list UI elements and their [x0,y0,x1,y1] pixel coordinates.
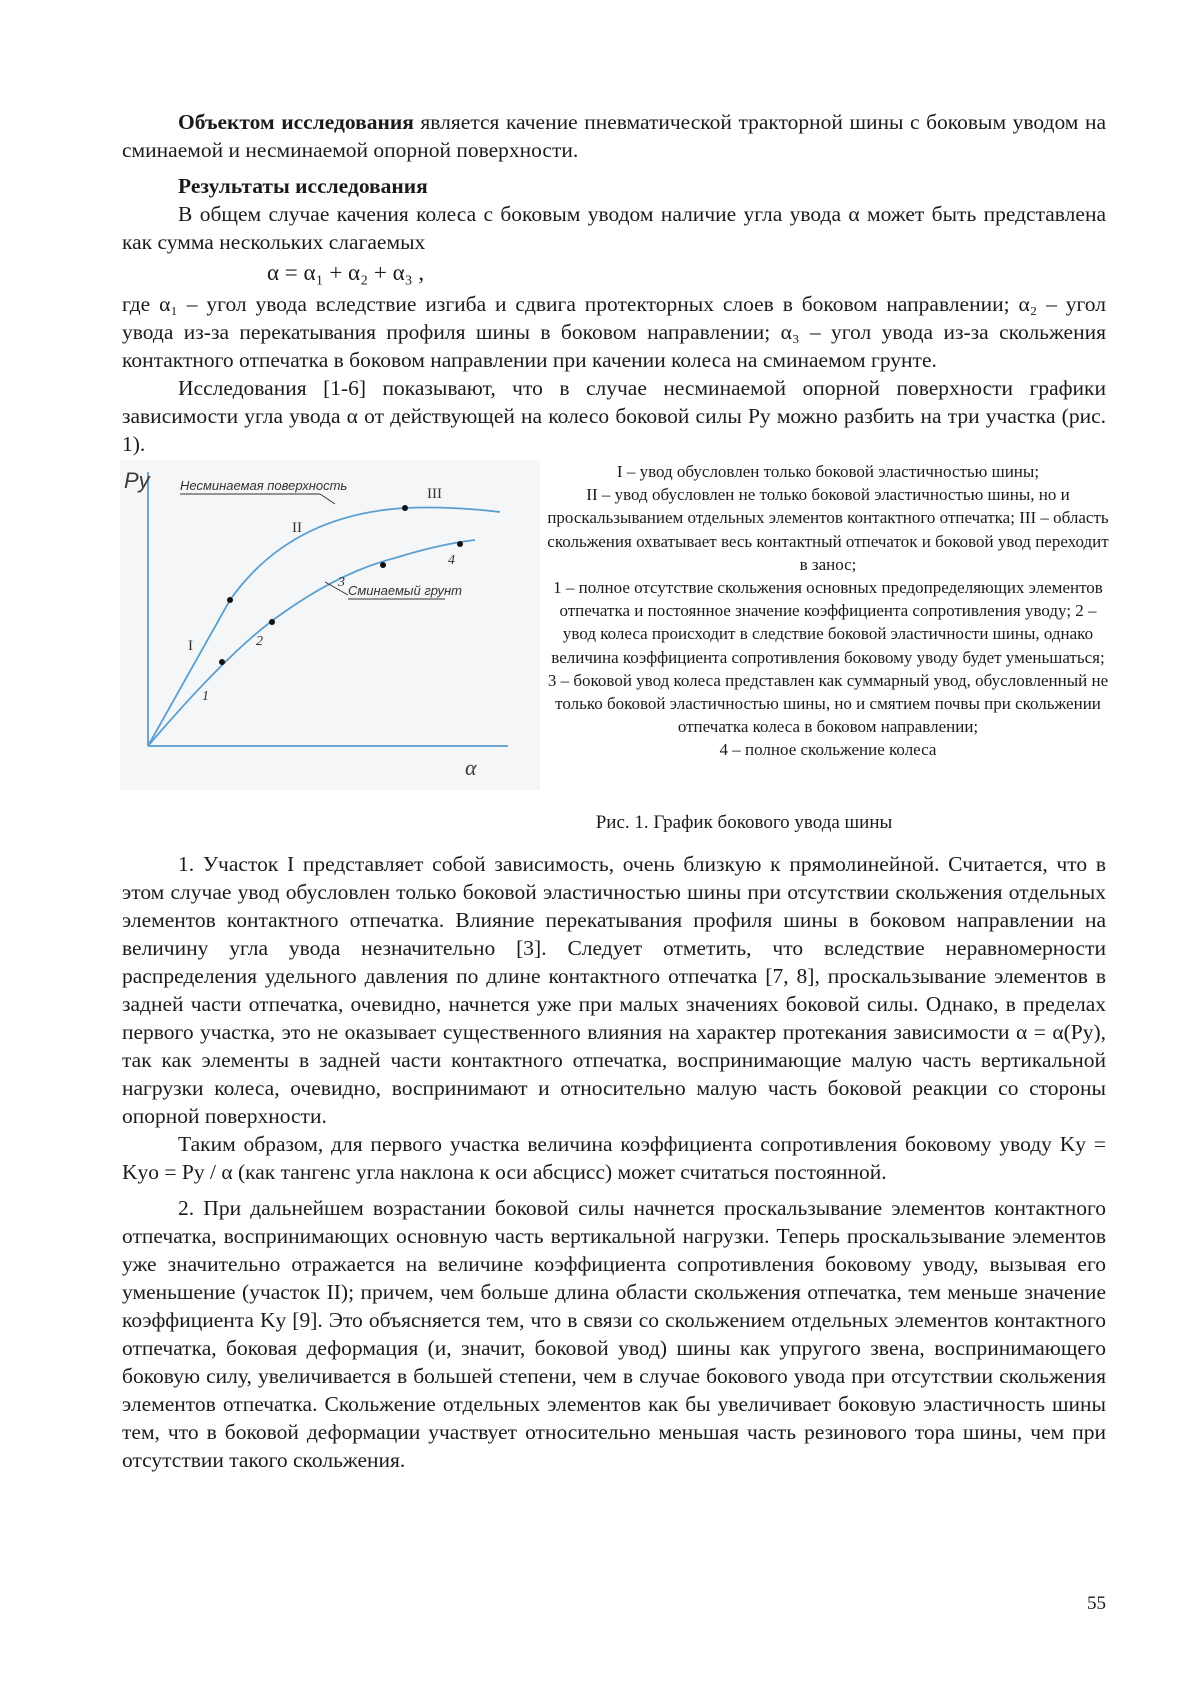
legend-zone-2-3: II – увод обусловлен не только боковой эластичностью шины, но и проскальзыванием отдельных элементов контактного отпечатка; III – область скольжения охватывает весь контактный отпечаток и боковой увод переходит в занос; [547,485,1109,574]
paragraph-zone-2: 2. При дальнейшем возрастании боковой силы начнется проскальзывание элементов контактного отпечатка, воспринимающих основную часть вертикальной нагрузки. Теперь проскальзывание элементов уже значительно отражается на величине коэффициента сопротивления боковому уводу, вызывая его уменьшение (участок II); причем, чем больше длина области скольжения отпечатка, тем меньше значение коэффициента Ky [9]. Это объясняется тем, что в связи со скольжением отдельных элементов контактного отпечатка, боковая деформация (и, значит, боковой увод) шины как упругого звена, воспринимающего боковую силу, увеличивается в большей степени, чем в случае бокового увода при отсутствии скольжения элементов отпечатка. Скольжение отдельных элементов как бы увеличивает боковую эластичность шины тем, что в боковой деформации участвует относительно меньшая часть резинового тора шины, чем при отсутствии такого скольжения. [122,1196,1106,1472]
object-text: является качение пневматической тракторной шины с боковым уводом на сминаемой и несминаемой опорной поверхности. [122,110,1106,162]
rigid-surface-label: Несминаемая поверхность [180,478,348,493]
lateral-slip-graph [120,460,540,790]
page-number: 55 [1087,1593,1106,1614]
figure-caption: Рис. 1. График бокового увода шины [595,812,893,833]
point-label-2: 2 [256,634,263,649]
legend-points-1-3: 1 – полное отсутствие скольжения основных предопределяющих элементов отпечатка и постоянное значение коэффициента сопротивления уводу; 2 – увод колеса происходит в следствие боковой эластичности шины, однако величина коэффициента сопротивления боковому уводу будет уменьшаться; 3 – боковой увод колеса представлен как суммарный увод, обусловленный не только боковой эластичностью шины, но и смятием почвы при скольжении отпечатка колеса в боковом направлении; [547,578,1109,737]
paragraph-definitions: где α₁ – угол увода вследствие изгиба и сдвига протекторных слоев в боковом направлении; α₂ – угол увода из-за перекатывания профиля шины в боковом направлении; α₃ – угол увода из-за скольжения контактного отпечатка в боковом направлении при качении колеса на сминаемом грунте. [122,292,1106,372]
paragraph-studies: Исследования [1-6] показывают, что в случае несминаемой опорной поверхности графики зависимости угла увода α от действующей на колесо боковой силы Pу можно разбить на три участка (рис. 1). [122,376,1106,456]
page-body [122,108,1109,1474]
object-label: Объектом исследования [178,110,414,134]
section-title: Результаты исследования [178,174,428,198]
soil-label: Сминаемый грунт [348,583,463,598]
y-axis-label: Py [124,468,150,493]
figure-legend [546,460,1110,762]
zone-label-1: I [188,638,193,654]
point-upper-1 [227,597,233,603]
legend-point-4: 4 – полное скольжение колеса [719,740,937,760]
point-label-1: 1 [202,689,209,704]
point-upper-2 [402,505,408,511]
object-paragraph [122,108,1106,164]
point-label-4: 4 [448,553,455,568]
formula: α = α₁ + α₂ + α₃ , [267,260,425,285]
figure [122,460,1109,810]
point-lower-3 [380,562,386,568]
x-axis-label: α [465,755,477,780]
zone-label-3: III [427,486,442,502]
paragraph-zone-1: 1. Участок I представляет собой зависимость, очень близкую к прямолинейной. Считается, что в этом случае увод обусловлен только боковой эластичностью шины при отсутствии скольжения отдельных элементов контактного отпечатка. Влияние перекатывания профиля шины в боковом направлении на величину угла увода незначительно [3]. Следует отметить, что вследствие неравномерности распределения удельного давления по длине контактного отпечатка [7, 8], проскальзывание элементов в задней части отпечатка, очевидно, начнется уже при малых значениях боковой силы. Однако, в пределах первого участка, это не оказывает существенного влияния на характер протекания зависимости α = α(Py), так как элементы в задней части контактного отпечатка, воспринимающие малую часть вертикальной нагрузки колеса, очевидно, воспринимают и относительно малую часть боковой реакции со стороны опорной поверхности. [122,852,1106,1128]
legend-zone-1: I – увод обусловлен только боковой эластичностью шины; [616,462,1040,481]
point-lower-1 [219,659,225,665]
point-label-3: 3 [338,575,345,590]
point-lower-4 [457,541,463,547]
paragraph-constant-coefficient: Таким образом, для первого участка величина коэффициента сопротивления боковому уводу Ky = Kyo = Py / α (как тангенс угла наклона к оси абсцисс) может считаться постоянной. [122,1132,1106,1184]
zone-label-2: II [292,520,302,536]
paragraph-intro: В общем случае качения колеса с боковым уводом наличие угла увода α может быть представлена как сумма нескольких слагаемых [122,202,1106,254]
point-lower-2 [269,619,275,625]
